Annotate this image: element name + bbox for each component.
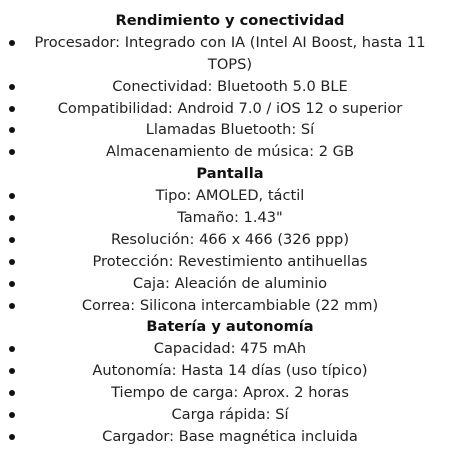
- list-item-text: Protección: Revestimiento antihuellas: [92, 252, 368, 270]
- list-item-text: Almacenamiento de música: 2 GB: [106, 143, 354, 161]
- list-item-bluetooth-calls: [0, 119, 460, 141]
- list-item-text: Cargador: Base magnética incluida: [102, 427, 358, 445]
- bullet-icon: [9, 127, 15, 133]
- list-item-music-storage: [0, 141, 460, 163]
- list-item-autonomy: [0, 360, 460, 382]
- bullet-icon: [9, 237, 15, 243]
- list-item-connectivity: [0, 76, 460, 98]
- list-item-text: Capacidad: 475 mAh: [153, 340, 307, 358]
- bullet-icon: [9, 106, 15, 112]
- bullet-icon: [9, 149, 15, 155]
- list-item-text: Correa: Silicona intercambiable (22 mm): [81, 296, 379, 314]
- bullet-icon: [9, 346, 15, 352]
- list-item-processor: [0, 32, 460, 76]
- bullet-icon: [9, 368, 15, 374]
- list-item-strap: [0, 295, 460, 317]
- list-item-compatibility: [0, 98, 460, 120]
- list-item-text: Autonomía: Hasta 14 días (uso típico): [92, 362, 368, 380]
- list-item-text: Carga rápida: Sí: [171, 406, 289, 424]
- bullet-icon: [9, 40, 15, 46]
- bullet-icon: [9, 303, 15, 309]
- list-item-charge-time: [0, 382, 460, 404]
- bullet-icon: [9, 390, 15, 396]
- bullet-icon: [9, 434, 15, 440]
- list-item-resolution: [0, 229, 460, 251]
- list-item-display-type: [0, 185, 460, 207]
- list-item-text: Resolución: 466 x 466 (326 ppp): [110, 230, 350, 248]
- list-item-case: [0, 273, 460, 295]
- section-heading-battery: Batería y autonomía: [146, 318, 314, 336]
- section-heading-performance: Rendimiento y conectividad: [115, 12, 345, 29]
- list-item-text: Conectividad: Bluetooth 5.0 BLE: [112, 77, 348, 95]
- bullet-icon: [9, 193, 15, 199]
- list-item-capacity: [0, 338, 460, 360]
- bullet-icon: [9, 84, 15, 90]
- list-item-text: Tamaño: 1.43": [177, 209, 283, 227]
- list-item-fast-charge: [0, 404, 460, 426]
- list-item-text: Llamadas Bluetooth: Sí: [145, 121, 315, 139]
- bullet-icon: [9, 412, 15, 418]
- list-item-text: Procesador: Integrado con IA (Intel AI Boost, hasta 11 TOPS): [34, 33, 426, 73]
- list-item-text: Compatibilidad: Android 7.0 / iOS 12 o superior: [57, 99, 403, 117]
- list-item-display-size: [0, 207, 460, 229]
- bullet-icon: [9, 215, 15, 221]
- list-item-charger: [0, 426, 460, 448]
- list-item-text: Tiempo de carga: Aprox. 2 horas: [111, 384, 349, 402]
- list-item-text: Tipo: AMOLED, táctil: [155, 187, 305, 205]
- list-item-protection: [0, 251, 460, 273]
- section-heading-display: Pantalla: [196, 165, 264, 183]
- list-item-text: Caja: Aleación de aluminio: [132, 274, 328, 292]
- bullet-icon: [9, 281, 15, 287]
- bullet-icon: [9, 259, 15, 265]
